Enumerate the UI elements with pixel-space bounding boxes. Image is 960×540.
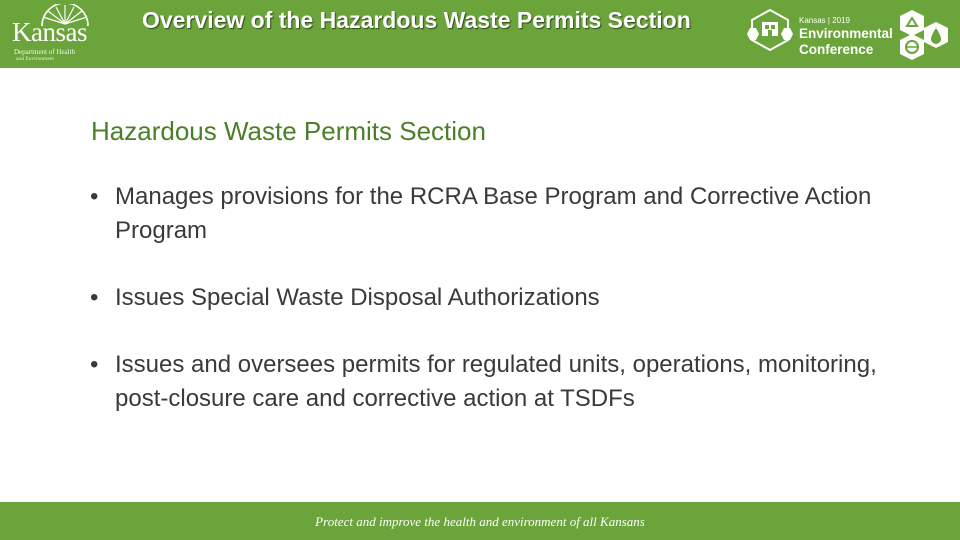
conference-year: Kansas | 2019 bbox=[799, 16, 851, 25]
bullet-text: Issues and oversees permits for regulated units, operations, monitoring, post-closure care and corrective action at TSDFs bbox=[115, 351, 877, 412]
conference-logo bbox=[744, 6, 956, 62]
building-icon bbox=[762, 22, 778, 36]
section-heading: Hazardous Waste Permits Section bbox=[91, 116, 486, 146]
list-item bbox=[90, 281, 910, 315]
bullet-text: Manages provisions for the RCRA Base Program and Corrective Action Program bbox=[115, 183, 872, 244]
logo-subtitle-1: Department of Health bbox=[14, 48, 76, 56]
footer-tagline: Protect and improve the health and environment of all Kansans bbox=[315, 514, 645, 529]
page-title: Overview of the Hazardous Waste Permits Section bbox=[142, 7, 691, 33]
bullet-marker: • bbox=[90, 351, 99, 378]
hexagon-cluster-left bbox=[744, 8, 796, 60]
footer-bar bbox=[0, 502, 960, 540]
bullet-text: Issues Special Waste Disposal Authorizations bbox=[115, 284, 600, 311]
kdhe-logo bbox=[6, 4, 106, 64]
logo-wordmark: Kansas bbox=[12, 17, 87, 47]
list-item bbox=[90, 348, 910, 416]
bullet-marker: • bbox=[90, 183, 99, 210]
bullet-marker: • bbox=[90, 284, 99, 311]
hexagon-cluster-right bbox=[894, 8, 954, 62]
logo-subtitle-2: and Environment bbox=[16, 56, 55, 62]
bullet-list bbox=[90, 180, 910, 449]
conference-name-line1: Environmental bbox=[799, 26, 893, 41]
conference-name-line2: Conference bbox=[799, 42, 874, 57]
list-item bbox=[90, 180, 910, 248]
header-bar bbox=[0, 0, 960, 68]
